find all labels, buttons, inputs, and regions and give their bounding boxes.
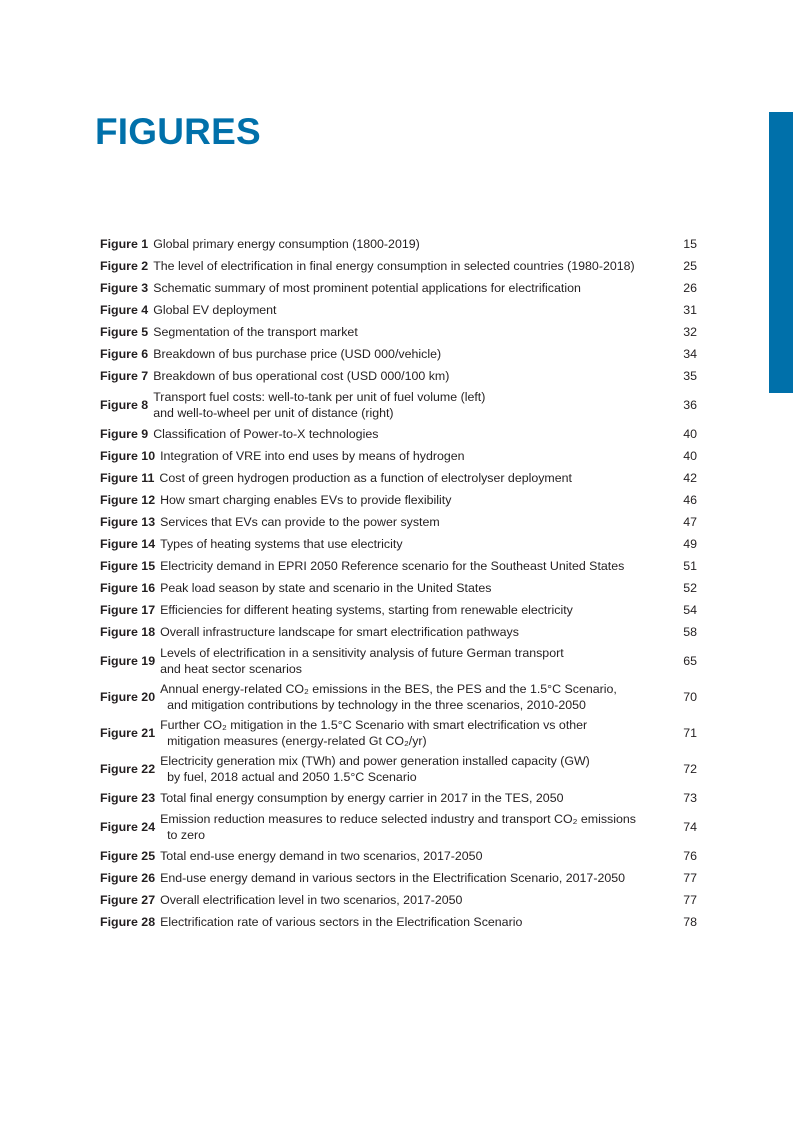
figure-label: Figure 27: [100, 893, 156, 907]
figure-label: Figure 16: [100, 581, 156, 595]
figure-list-item[interactable]: [100, 533, 697, 555]
figure-list-item[interactable]: [100, 299, 697, 321]
figure-label: Figure 2: [100, 259, 149, 273]
figure-label: Figure 24: [100, 820, 156, 834]
figure-page-number: 54: [683, 603, 697, 617]
figure-title: [160, 514, 657, 530]
figure-title: [160, 448, 657, 464]
figure-list-item[interactable]: [100, 445, 697, 467]
figure-label: Figure 11: [100, 471, 155, 485]
figure-title: [160, 811, 657, 843]
figure-title: [153, 389, 657, 421]
figure-list-item[interactable]: [100, 889, 697, 911]
figure-list-item[interactable]: [100, 715, 697, 751]
figure-page-number: 26: [683, 281, 697, 295]
figure-title-line: Emission reduction measures to reduce selected industry and transport CO₂ emissions: [160, 812, 636, 826]
figure-page-number: 40: [683, 449, 697, 463]
figure-page-number: 77: [683, 893, 697, 907]
figure-list-item[interactable]: [100, 679, 697, 715]
figure-title-line: Electricity demand in EPRI 2050 Reference scenario for the Southeast United States: [160, 559, 625, 573]
figure-title-line: by fuel, 2018 actual and 2050 1.5°C Scenario: [167, 770, 417, 784]
figure-label: Figure 26: [100, 871, 156, 885]
figure-title: [160, 536, 657, 552]
figure-page-number: 77: [683, 871, 697, 885]
figure-list-item[interactable]: [100, 489, 697, 511]
figure-list-item[interactable]: [100, 599, 697, 621]
figure-label: Figure 15: [100, 559, 156, 573]
figure-label: Figure 9: [100, 427, 149, 441]
figure-title: [160, 790, 657, 806]
figure-title: [160, 870, 657, 886]
figure-label: Figure 7: [100, 369, 149, 383]
figure-page-number: 51: [683, 559, 697, 573]
figure-title-line: Global primary energy consumption (1800-2019): [153, 237, 420, 251]
figure-page-number: 15: [683, 237, 697, 251]
figure-label: Figure 22: [100, 762, 156, 776]
figure-title: [160, 492, 657, 508]
figure-title-line: Further CO₂ mitigation in the 1.5°C Scenario with smart electrification vs other: [160, 718, 588, 732]
figure-title: [160, 717, 657, 749]
figure-list-item[interactable]: [100, 787, 697, 809]
figure-label: Figure 13: [100, 515, 156, 529]
figure-label: Figure 12: [100, 493, 156, 507]
figure-label: Figure 4: [100, 303, 149, 317]
figure-label: Figure 21: [100, 726, 156, 740]
figure-list-item[interactable]: [100, 577, 697, 599]
figure-page-number: 34: [683, 347, 697, 361]
figure-list-item[interactable]: [100, 867, 697, 889]
figure-title-line: Electricity generation mix (TWh) and power generation installed capacity (GW): [160, 754, 590, 768]
figure-list-item[interactable]: [100, 423, 697, 445]
figure-title-line: and heat sector scenarios: [160, 662, 302, 676]
figure-label: Figure 1: [100, 237, 149, 251]
figure-page-number: 36: [683, 398, 697, 412]
figure-title: [153, 368, 657, 384]
figure-title: [160, 624, 657, 640]
figure-title-line: Annual energy-related CO₂ emissions in the BES, the PES and the 1.5°C Scenario,: [160, 682, 617, 696]
figure-title-line: Breakdown of bus purchase price (USD 000/vehicle): [153, 347, 442, 361]
figure-title: [153, 346, 657, 362]
figure-list-item[interactable]: [100, 751, 697, 787]
figure-title: [153, 426, 657, 442]
figure-title: [160, 892, 657, 908]
figure-title: [153, 236, 657, 252]
figure-label: Figure 20: [100, 690, 156, 704]
figure-page-number: 46: [683, 493, 697, 507]
figure-title-line: mitigation measures (energy-related Gt CO₂/yr): [167, 734, 427, 748]
figure-title: [160, 558, 657, 574]
figure-list-item[interactable]: [100, 277, 697, 299]
figure-title-line: to zero: [167, 828, 205, 842]
figure-page-number: 65: [683, 654, 697, 668]
figure-title-line: Segmentation of the transport market: [153, 325, 358, 339]
figure-label: Figure 28: [100, 915, 156, 929]
figure-label: Figure 5: [100, 325, 149, 339]
figure-title-line: and well-to-wheel per unit of distance (right): [153, 406, 394, 420]
figure-label: Figure 18: [100, 625, 156, 639]
figure-title-line: Total end-use energy demand in two scenarios, 2017-2050: [160, 849, 483, 863]
figure-label: Figure 23: [100, 791, 156, 805]
figure-title: [160, 848, 657, 864]
figure-page-number: 73: [683, 791, 697, 805]
figure-title: [160, 602, 657, 618]
figure-label: Figure 8: [100, 398, 149, 412]
figure-page-number: 76: [683, 849, 697, 863]
side-color-tab: [769, 112, 793, 393]
figure-list-item[interactable]: [100, 233, 697, 255]
figure-page-number: 32: [683, 325, 697, 339]
figure-title-line: Peak load season by state and scenario in the United States: [160, 581, 492, 595]
figure-title: [160, 914, 657, 930]
figure-title-line: The level of electrification in final energy consumption in selected countries (1980-2018): [153, 259, 635, 273]
figure-title-line: Global EV deployment: [153, 303, 277, 317]
figure-list-item[interactable]: [100, 387, 697, 423]
figure-page-number: 58: [683, 625, 697, 639]
figure-list-item[interactable]: [100, 643, 697, 679]
figure-title-line: How smart charging enables EVs to provide flexibility: [160, 493, 452, 507]
figure-page-number: 31: [683, 303, 697, 317]
figure-title: [153, 280, 657, 296]
figure-title-line: Overall infrastructure landscape for smart electrification pathways: [160, 625, 519, 639]
figure-list-item[interactable]: [100, 621, 697, 643]
figure-list-item[interactable]: [100, 343, 697, 365]
figure-title: [160, 681, 657, 713]
page-title: FIGURES: [95, 111, 261, 152]
figure-label: Figure 6: [100, 347, 149, 361]
figure-page-number: 70: [683, 690, 697, 704]
figure-page-number: 25: [683, 259, 697, 273]
figure-page-number: 74: [683, 820, 697, 834]
figure-title-line: Classification of Power-to-X technologies: [153, 427, 379, 441]
figure-title-line: Breakdown of bus operational cost (USD 000/100 km): [153, 369, 450, 383]
figure-page-number: 49: [683, 537, 697, 551]
figure-title: [153, 302, 657, 318]
figure-label: Figure 14: [100, 537, 156, 551]
figure-title-line: Efficiencies for different heating systems, starting from renewable electricity: [160, 603, 573, 617]
figure-list-item[interactable]: [100, 911, 697, 933]
figure-title-line: Overall electrification level in two scenarios, 2017-2050: [160, 893, 463, 907]
figure-list-item[interactable]: [100, 365, 697, 387]
figure-title-line: Total final energy consumption by energy carrier in 2017 in the TES, 2050: [160, 791, 564, 805]
figure-list-item[interactable]: [100, 555, 697, 577]
figure-label: Figure 17: [100, 603, 156, 617]
figure-title-line: Services that EVs can provide to the power system: [160, 515, 440, 529]
figure-list-item[interactable]: [100, 845, 697, 867]
figure-list-item[interactable]: [100, 467, 697, 489]
figure-title: [160, 753, 657, 785]
figure-label: Figure 19: [100, 654, 156, 668]
figure-page-number: 71: [683, 726, 697, 740]
figure-title: [153, 324, 657, 340]
figure-page-number: 40: [683, 427, 697, 441]
figure-title-line: Cost of green hydrogen production as a function of electrolyser deployment: [159, 471, 572, 485]
figure-list-item[interactable]: [100, 255, 697, 277]
figure-title-line: End-use energy demand in various sectors in the Electrification Scenario, 2017-2050: [160, 871, 626, 885]
figure-label: Figure 25: [100, 849, 156, 863]
figure-title: [153, 258, 657, 274]
figure-title-line: Integration of VRE into end uses by means of hydrogen: [160, 449, 465, 463]
figure-title: [160, 580, 657, 596]
figure-page-number: 47: [683, 515, 697, 529]
figure-page-number: 78: [683, 915, 697, 929]
figures-list: [100, 233, 697, 933]
figure-title-line: Transport fuel costs: well-to-tank per unit of fuel volume (left): [153, 390, 486, 404]
figure-label: Figure 10: [100, 449, 156, 463]
figure-page-number: 52: [683, 581, 697, 595]
figure-list-item[interactable]: [100, 809, 697, 845]
figure-title-line: Schematic summary of most prominent potential applications for electrification: [153, 281, 581, 295]
figure-page-number: 35: [683, 369, 697, 383]
figure-list-item[interactable]: [100, 321, 697, 343]
figure-title: [159, 470, 657, 486]
figure-title-line: Electrification rate of various sectors in the Electrification Scenario: [160, 915, 523, 929]
figure-title-line: and mitigation contributions by technology in the three scenarios, 2010-2050: [167, 698, 586, 712]
figure-title-line: Levels of electrification in a sensitivity analysis of future German transport: [160, 646, 564, 660]
figure-title: [160, 645, 657, 677]
figure-label: Figure 3: [100, 281, 149, 295]
figure-page-number: 72: [683, 762, 697, 776]
figure-title-line: Types of heating systems that use electricity: [160, 537, 403, 551]
figure-page-number: 42: [683, 471, 697, 485]
figure-list-item[interactable]: [100, 511, 697, 533]
